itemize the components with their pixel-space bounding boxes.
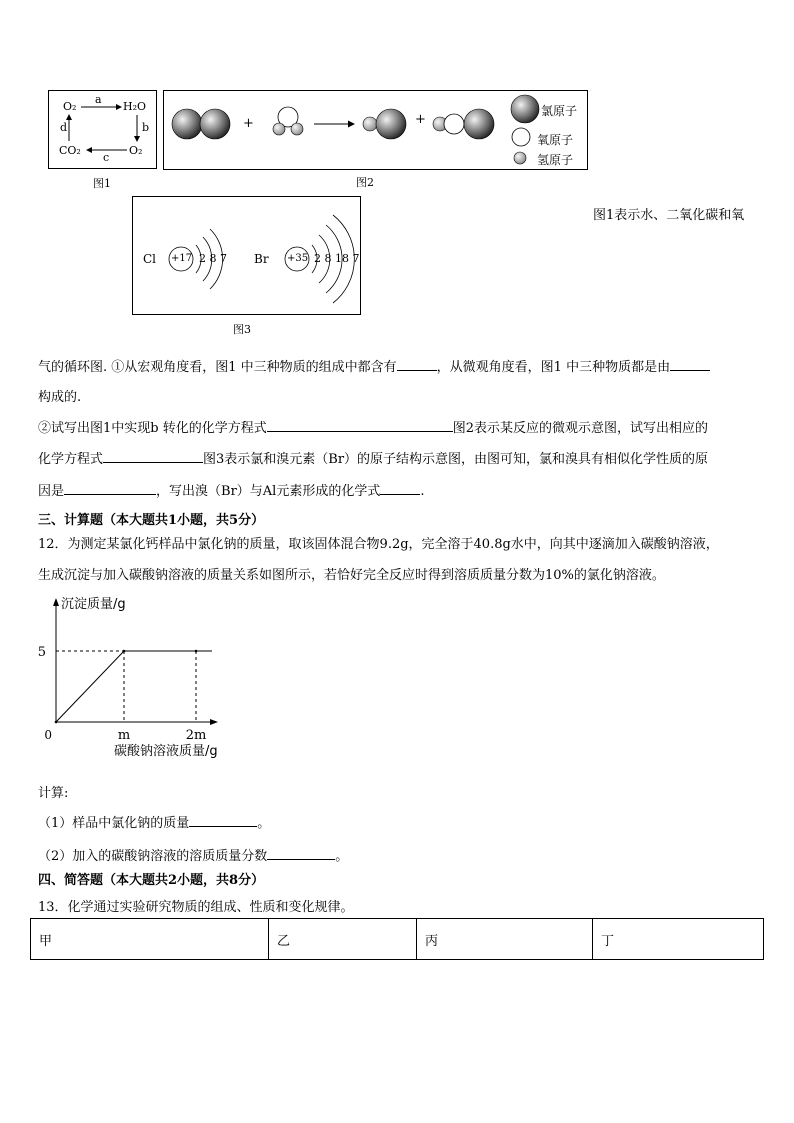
table-row [31, 919, 764, 960]
x-axis-label: 碳酸钠溶液质量/g [114, 744, 218, 759]
figure-2 [163, 90, 588, 170]
q11-line-5 [38, 480, 424, 499]
answer-blank[interactable] [189, 814, 257, 827]
table-header-cell: 甲 [31, 919, 269, 960]
fig2-plus-2: + [415, 112, 426, 127]
x-tick-label: m [117, 728, 131, 743]
q11-line4-a: 化学方程式 [38, 452, 104, 467]
q11-line5-c: . [420, 484, 425, 499]
br-electrons: 2 8 18 7 [314, 252, 360, 265]
q11-line4-b: 图3表示氯和溴元素（Br）的原子结构示意图，由图可知，氯和溴具有相似化学性质的原 [203, 452, 709, 467]
q13-line-1: 13．化学通过实验研究物质的组成、性质和变化规律。 [38, 900, 354, 915]
q11-line1-a: 气的循环图. ①从宏观角度看，图1 中三种物质的组成中都含有 [38, 360, 397, 375]
calc-item1-end: 。 [257, 816, 271, 831]
figure-2-diagram [164, 91, 587, 169]
legend-o: 氧原子 [537, 133, 574, 147]
fig2-plus-1: + [243, 116, 254, 131]
answer-blank[interactable] [397, 358, 437, 371]
answer-blank[interactable] [64, 482, 156, 495]
q11-lead: 图1表示水、二氧化碳和氧 [593, 208, 745, 223]
legend-h: 氢原子 [537, 153, 574, 167]
figure-3-caption: 图3 [233, 323, 251, 336]
cl-nucleus: +17 [171, 253, 193, 264]
answer-blank[interactable] [670, 358, 710, 371]
fig1-label-c: c [103, 151, 110, 164]
experiment-table [30, 918, 764, 960]
calc-item-2 [38, 845, 348, 864]
answer-blank[interactable] [267, 847, 335, 860]
q11-line-2: 构成的. [38, 390, 82, 405]
calc-item1-text: （1）样品中氯化钠的质量 [38, 816, 190, 831]
fig1-h2o: H₂O [123, 100, 147, 113]
data-point [195, 650, 198, 653]
fig1-co2: CO₂ [59, 144, 81, 157]
answer-blank[interactable] [267, 419, 453, 432]
calc-item-1 [38, 812, 270, 831]
q11-line3-b: 图2表示某反应的微观示意图，试写出相应的 [452, 421, 709, 436]
figure-1-caption: 图1 [93, 177, 111, 190]
fig1-o2-top: O₂ [63, 100, 77, 113]
q11-line-3 [38, 417, 708, 436]
figure-1 [48, 90, 157, 169]
q11-line-4 [38, 448, 708, 467]
y-axis-arrow [53, 598, 59, 606]
origin-label: 0 [44, 728, 52, 742]
q11-line3-a: ②试写出图1中实现b 转化的化学方程式 [38, 421, 267, 436]
figure-2-caption: 图2 [356, 176, 374, 189]
q11-line5-b: ，写出溴（Br）与Al元素形成的化学式 [156, 484, 381, 499]
figure-3 [132, 196, 361, 315]
series-line [56, 651, 212, 722]
q11-line-1 [38, 356, 710, 375]
calc-item2-text: （2）加入的碳酸钠溶液的溶质质量分数 [38, 849, 268, 864]
table-header-cell: 丙 [417, 919, 593, 960]
table-header-cell: 丁 [593, 919, 764, 960]
y-tick-label: 5 [37, 645, 46, 660]
q11-line5-a: 因是 [38, 484, 65, 499]
data-point [55, 721, 58, 724]
fig1-label-a: a [95, 93, 102, 106]
precipitate-chart [36, 592, 246, 762]
q11-line1-b: ，从微观角度看，图1 中三种物质都是由 [436, 360, 671, 375]
answer-blank[interactable] [380, 482, 420, 495]
br-nucleus: +35 [287, 253, 309, 264]
section-3-heading: 三、计算题（本大题共1小题，共5分） [38, 513, 265, 528]
answer-blank[interactable] [103, 450, 203, 463]
legend-cl: 氯原子 [541, 104, 578, 118]
x-tick-label: 2m [185, 728, 207, 743]
q12-line-1: 12．为测定某氯化钙样品中氯化钠的质量，取该固体混合物9.2g，完全溶于40.8g水中，向其中逐滴加入碳酸钠溶液， [38, 537, 719, 552]
br-symbol: Br [254, 252, 269, 266]
cl-symbol: Cl [143, 252, 157, 266]
q12-line-2: 生成沉淀与加入碳酸钠溶液的质量关系如图所示，若恰好完全反应时得到溶质质量分数为10%的氯化钠溶液。 [38, 568, 665, 583]
cl-electrons: 2 8 7 [199, 252, 227, 265]
y-axis-label: 沉淀质量/g [61, 597, 126, 612]
calc-label: 计算: [38, 786, 69, 801]
section-4-heading: 四、简答题（本大题共2小题，共8分） [38, 873, 265, 888]
fig1-o2-bottom: O₂ [129, 144, 143, 157]
data-point [123, 650, 126, 653]
x-axis-arrow [210, 719, 218, 725]
calc-item2-end: 。 [335, 849, 349, 864]
table-header-cell: 乙 [269, 919, 417, 960]
fig1-label-d: d [60, 121, 68, 134]
fig1-label-b: b [142, 121, 150, 134]
